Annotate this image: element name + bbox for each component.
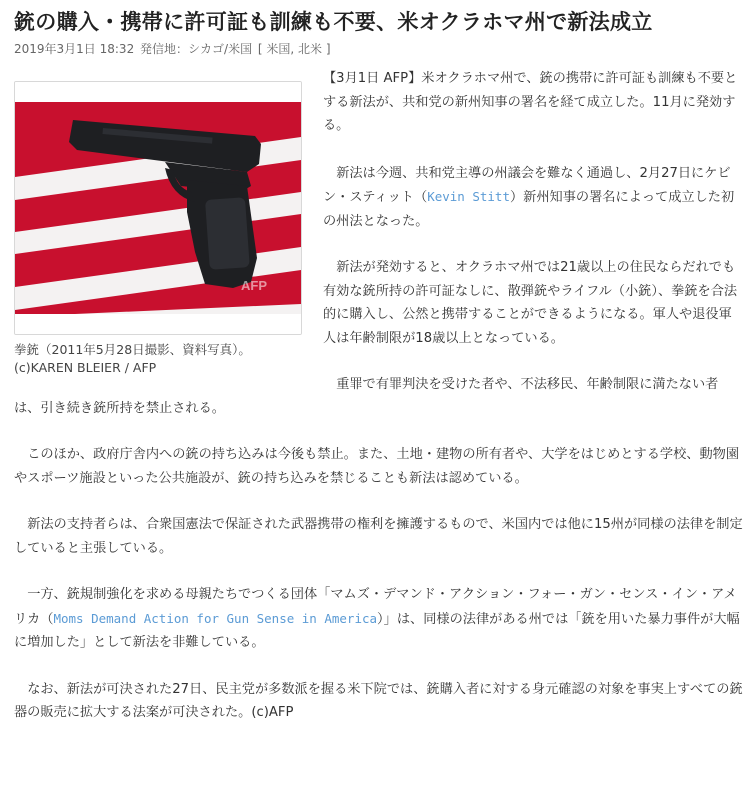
paragraph-5-text: このほか、政府庁舎内への銃の持ち込みは今後も禁止。また、土地・建物の所有者や、大学をはじめとする学校、動物園やスポーツ施設といった公共施設が、銃の持ち込みを禁じることも新法は認めている。 <box>14 447 740 486</box>
caption-text: 拳銃（2011年5月28日撮影、資料写真）。 <box>14 342 251 357</box>
article-figure <box>14 81 307 377</box>
moms-demand-action-link[interactable]: Moms Demand Action for Gun Sense in America <box>53 610 378 626</box>
paragraph-8-text: なお、新法が可決された27日、民主党が多数派を握る米下院では、銃購入者に対する身元確認の対象を事実上すべての銃器の販売に拡大する法案が可決された。(c)AFP <box>14 681 743 720</box>
paragraph-3-text: 新法が発効すると、オクラホマ州では21歳以上の住民ならだれでも有効な銃所持の許可証なしに、散弾銃やライフル（小銃）、拳銃を合法的に購入し、公然と携帯することができるようになる。軍人や退役軍人は年齢制限が18歳以上となっている。 <box>323 260 738 346</box>
dateline-location: 発信地：シカゴ/米国 <box>140 42 253 56</box>
paragraph-4-text: 重罪で有罪判決を受けた者や、不法移民、年齢制限に満たない者は、引き続き銃所持を禁止される。 <box>14 377 719 416</box>
article-body <box>14 67 744 725</box>
paragraph-6 <box>14 513 744 560</box>
paragraph-4 <box>14 373 744 420</box>
paragraph-7 <box>14 583 744 655</box>
article-meta <box>14 41 744 57</box>
handgun-photo <box>15 82 301 334</box>
paragraph-2-text-a: 新法は今週、共和党主導の州議会を難なく通過し、2月27日にケビン・スティット（ <box>323 165 731 205</box>
afp-watermark: AFP <box>241 278 267 293</box>
paragraph-7-text-b: ）」は、同様の法律がある州では「銃を用いた暴力事件が大幅に増加した」として新法を非難している。 <box>14 611 740 650</box>
publish-datetime: 2019年3月1日 18:32 <box>14 42 135 56</box>
paragraph-7-text-a: 一方、銃規制強化を求める母親たちでつくる団体「マムズ・デマンド・アクション・フォー・ガン・センス・イン・アメリカ（ <box>14 587 737 627</box>
paragraph-6-text: 新法の支持者らは、合衆国憲法で保証された武器携帯の権利を擁護するもので、米国内では他に15州が同様の法律を制定していると主張している。 <box>14 517 743 556</box>
photo[interactable] <box>14 81 302 335</box>
region-tags: [ 米国, 北米 ] <box>257 42 331 56</box>
paragraph-5 <box>14 443 744 490</box>
dateline: 【3月1日 AFP】 <box>323 71 422 86</box>
paragraph-8 <box>14 678 744 725</box>
photo-caption <box>14 341 307 377</box>
kevin-stitt-link[interactable]: Kevin Stitt <box>427 189 510 204</box>
paragraph-1-text: 米オクラホマ州で、銃の携帯に許可証も訓練も不要とする新法が、共和党の新州知事の署名を経て成立した。11月に発効する。 <box>323 71 738 133</box>
photo-credit: (c)KAREN BLEIER / AFP <box>14 360 157 375</box>
article-headline: 銃の購入・携帯に許可証も訓練も不要、米オクラホマ州で新法成立 <box>14 10 653 34</box>
paragraph-2-text-b: ）新州知事の署名によって成立した初の州法となった。 <box>323 190 735 229</box>
